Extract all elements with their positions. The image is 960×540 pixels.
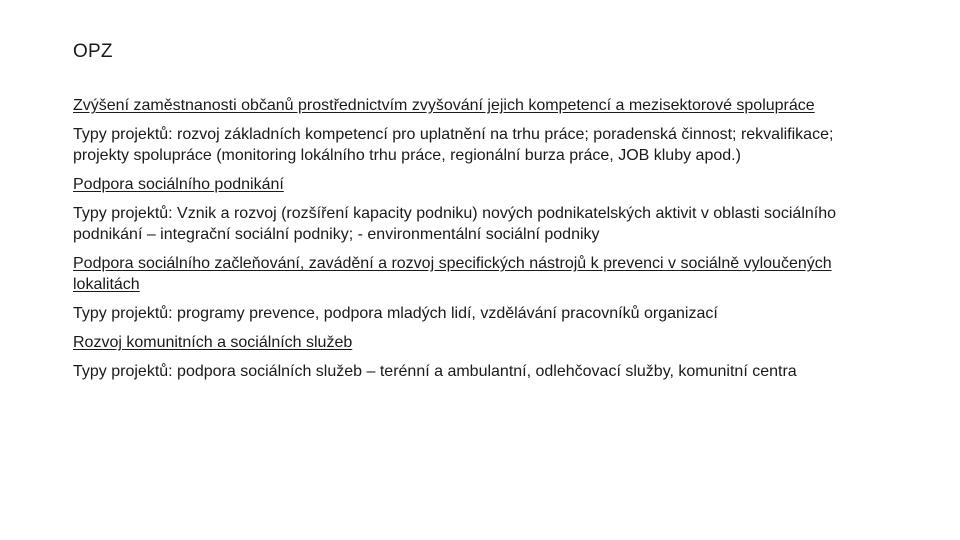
section-heading-community-services: Rozvoj komunitních a sociálních služeb bbox=[73, 334, 353, 351]
section-heading-social-enterprise: Podpora sociálního podnikání bbox=[73, 176, 284, 193]
section-body-community-services: Typy projektů: podpora sociálních služeb – terénní a ambulantní, odlehčovací služby, komunitní centra bbox=[73, 363, 797, 380]
slide-title: OPZ bbox=[73, 41, 113, 62]
slide-content bbox=[73, 95, 888, 390]
section-body-employment: Typy projektů: rozvoj základních kompetencí pro uplatnění na trhu práce; poradenská činnost; rekvalifikace; projekty spolupráce (monitoring lokálního trhu práce, regionální burza práce, JOB kluby apod.) bbox=[73, 126, 834, 164]
section-body-social-inclusion: Typy projektů: programy prevence, podpora mladých lidí, vzdělávání pracovníků organizací bbox=[73, 305, 718, 322]
section-heading-social-inclusion: Podpora sociálního začleňování, zavádění a rozvoj specifických nástrojů k prevenci v sociálně vyloučených lokalitách bbox=[73, 255, 832, 293]
section-body-social-enterprise: Typy projektů: Vznik a rozvoj (rozšíření kapacity podniku) nových podnikatelských aktivit v oblasti sociálního podnikání – integrační sociální podniky; - environmentální sociální podniky bbox=[73, 205, 837, 243]
section-heading-employment: Zvýšení zaměstnanosti občanů prostřednictvím zvyšování jejich kompetencí a mezisektorové spolupráce bbox=[73, 97, 815, 114]
